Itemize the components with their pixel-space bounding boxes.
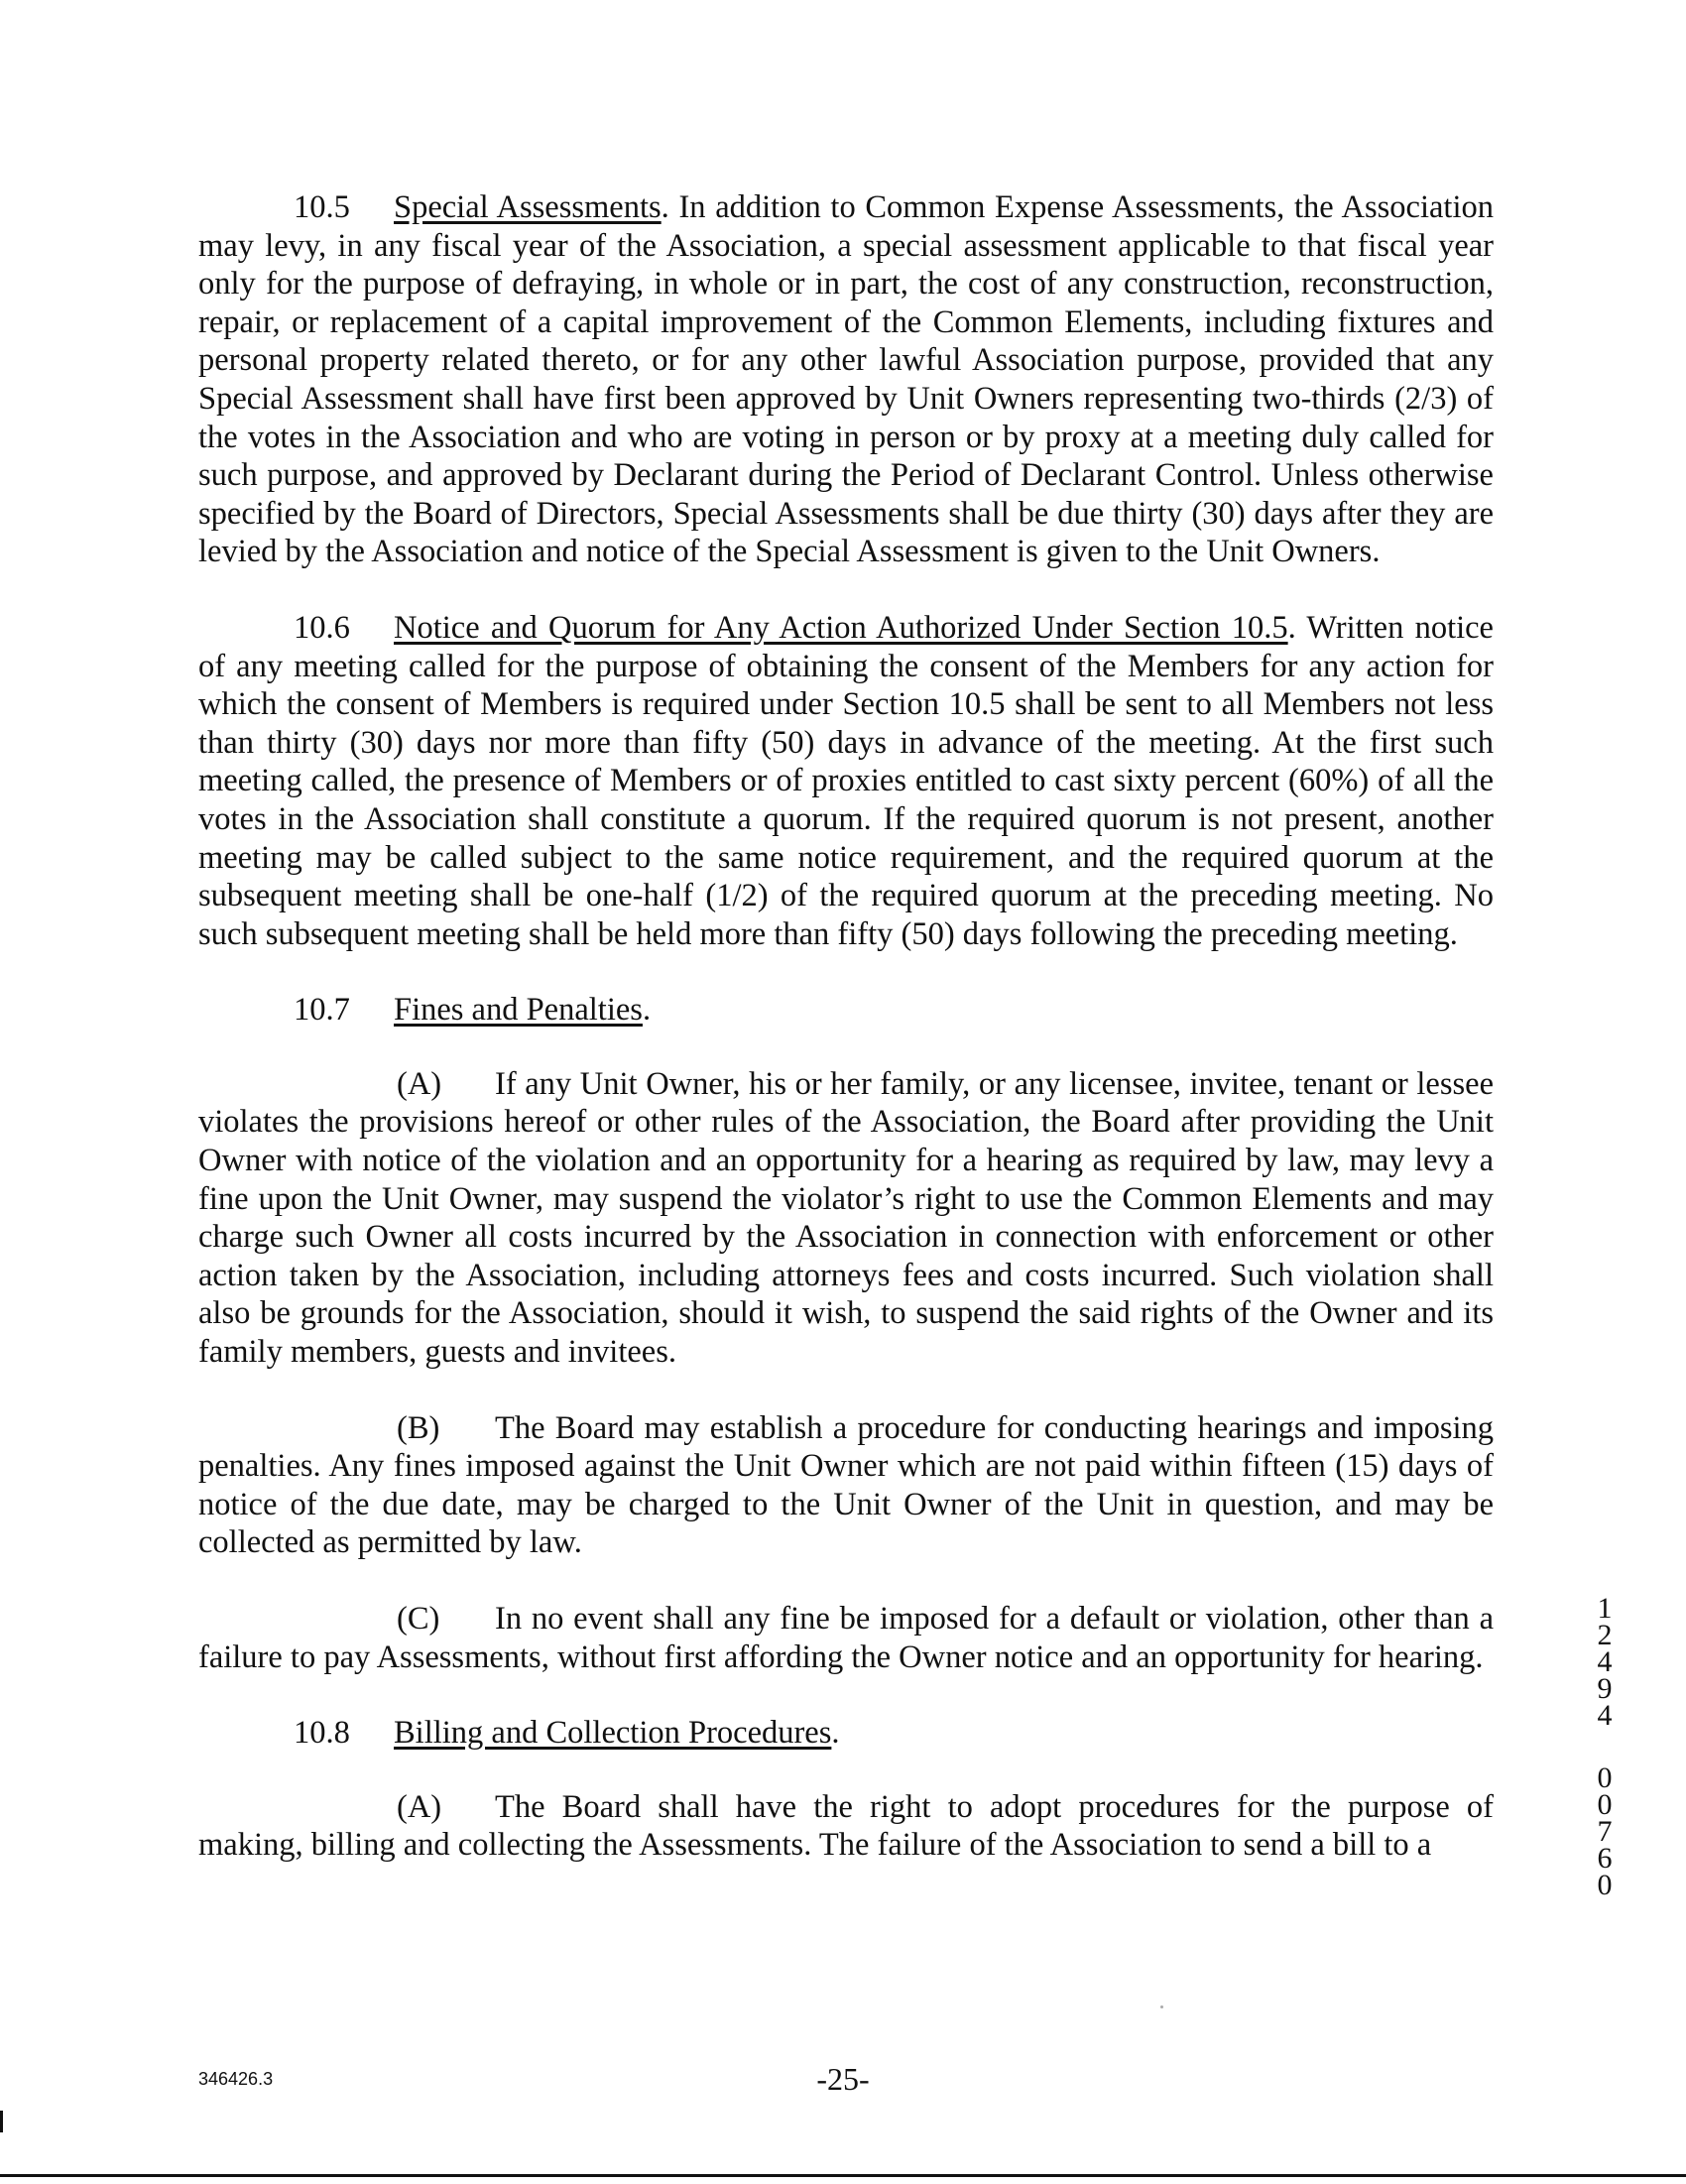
section-text: . Written notice of any meeting called for the purpose of obtaining the consent of the Members for any action for which the consent of Members is required under Section 10.5 shall be sent to all Members not less than thirty (30) days nor more than fifty (50) days in advance of the meeting. At the first such meeting called, the presence of Members or of proxies entitled to cast sixty percent (60%) of all the votes in the Association shall constitute a quorum. If the required quorum is not present, another meeting may be called subject to the same notice requirement, and the required quorum at the subsequent meeting shall be one-half (1/2) of the required quorum at the preceding meeting. No such subsequent meeting shall be held more than fifty (50) days following the preceding meeting. — [198, 609, 1494, 952]
document-id: 346426.3 — [198, 2069, 274, 2089]
stamp-digit: 0 — [1597, 1761, 1613, 1794]
recording-stamp — [1591, 1592, 1619, 1901]
section-10-6 — [198, 609, 1494, 953]
scan-edge-tick — [0, 2111, 3, 2132]
heading-period: . — [831, 1715, 840, 1752]
subsection-10-7-a — [198, 1065, 1494, 1372]
section-number: 10.8 — [294, 1715, 350, 1752]
section-heading: Special Assessments — [394, 189, 662, 225]
subsection-label: (A) — [397, 1065, 442, 1102]
section-number: 10.7 — [294, 992, 350, 1029]
page-number: -25- — [816, 2061, 870, 2097]
stamp-digit: 7 — [1597, 1815, 1613, 1848]
stamp-digit: 4 — [1597, 1645, 1613, 1678]
scan-bottom-edge — [0, 2174, 1686, 2177]
section-heading: Fines and Penalties — [394, 992, 643, 1029]
subsection-10-7-b — [198, 1409, 1494, 1562]
section-10-7 — [198, 991, 1494, 1030]
section-heading: Billing and Collection Procedures — [394, 1715, 832, 1752]
section-number: 10.5 — [294, 189, 350, 225]
subsection-text: The Board may establish a procedure for conducting hearings and imposing penalties. Any fines imposed against the Unit Owner which are not paid within fifteen (15) days of notice of the due date, may be charged to the Unit Owner of the Unit in question, and may be collected as permitted by law. — [198, 1409, 1494, 1561]
stamp-digit: 0 — [1597, 1788, 1613, 1821]
section-number: 10.6 — [294, 609, 350, 646]
stamp-gap — [1591, 1729, 1619, 1764]
section-10-5 — [198, 188, 1494, 571]
section-10-8 — [198, 1714, 1494, 1753]
scan-speck — [1160, 2005, 1163, 2008]
section-heading: Notice and Quorum for Any Action Authorized Under Section 10.5 — [394, 609, 1288, 646]
section-text: . In addition to Common Expense Assessments, the Association may levy, in any fiscal year of the Association, a special assessment applicable to that fiscal year only for the purpose of defraying, in whole or in part, the cost of any construction, reconstruction, repair, or replacement of a capital improvement of the Common Elements, including fixtures and personal property related thereto, or for any other lawful Association purpose, provided that any Special Assessment shall have first been approved by Unit Owners representing two-thirds (2/3) of the votes in the Association and who are voting in person or by proxy at a meeting duly called for such purpose, and approved by Declarant during the Period of Declarant Control. Unless otherwise specified by the Board of Directors, Special Assessments shall be due thirty (30) days after they are levied by the Association and notice of the Special Assessment is given to the Unit Owners. — [198, 189, 1494, 570]
stamp-digit: 1 — [1597, 1592, 1613, 1625]
stamp-digit: 0 — [1597, 1869, 1613, 1901]
subsection-text: In no event shall any fine be imposed for a default or violation, other than a failure to pay Assessments, without first affording the Owner notice and an opportunity for hearing. — [198, 1601, 1494, 1675]
subsection-label: (A) — [397, 1788, 442, 1825]
stamp-digit: 2 — [1597, 1619, 1613, 1651]
subsection-10-7-c — [198, 1600, 1494, 1676]
stamp-digit: 4 — [1597, 1699, 1613, 1732]
stamp-digit: 9 — [1597, 1672, 1613, 1705]
stamp-digit: 6 — [1597, 1842, 1613, 1875]
subsection-text: The Board shall have the right to adopt procedures for the purpose of making, billing and collecting the Assessments. The failure of the Association to send a bill to a — [198, 1788, 1494, 1864]
subsection-text: If any Unit Owner, his or her family, or any licensee, invitee, tenant or lessee violates the provisions hereof or other rules of the Association, the Board after providing the Unit Owner with notice of the violation and an opportunity for a hearing as required by law, may levy a fine upon the Unit Owner, may suspend the violator’s right to use the Common Elements and may charge such Owner all costs incurred by the Association in connection with enforcement or other action taken by the Association, including attorneys fees and costs incurred. Such violation shall also be grounds for the Association, should it wish, to suspend the said rights of the Owner and its family members, guests and invitees. — [198, 1065, 1494, 1371]
subsection-label: (C) — [397, 1601, 440, 1637]
subsection-label: (B) — [397, 1409, 440, 1446]
subsection-10-8-a — [198, 1788, 1494, 1865]
document-body — [198, 188, 1494, 1865]
heading-period: . — [642, 992, 652, 1029]
